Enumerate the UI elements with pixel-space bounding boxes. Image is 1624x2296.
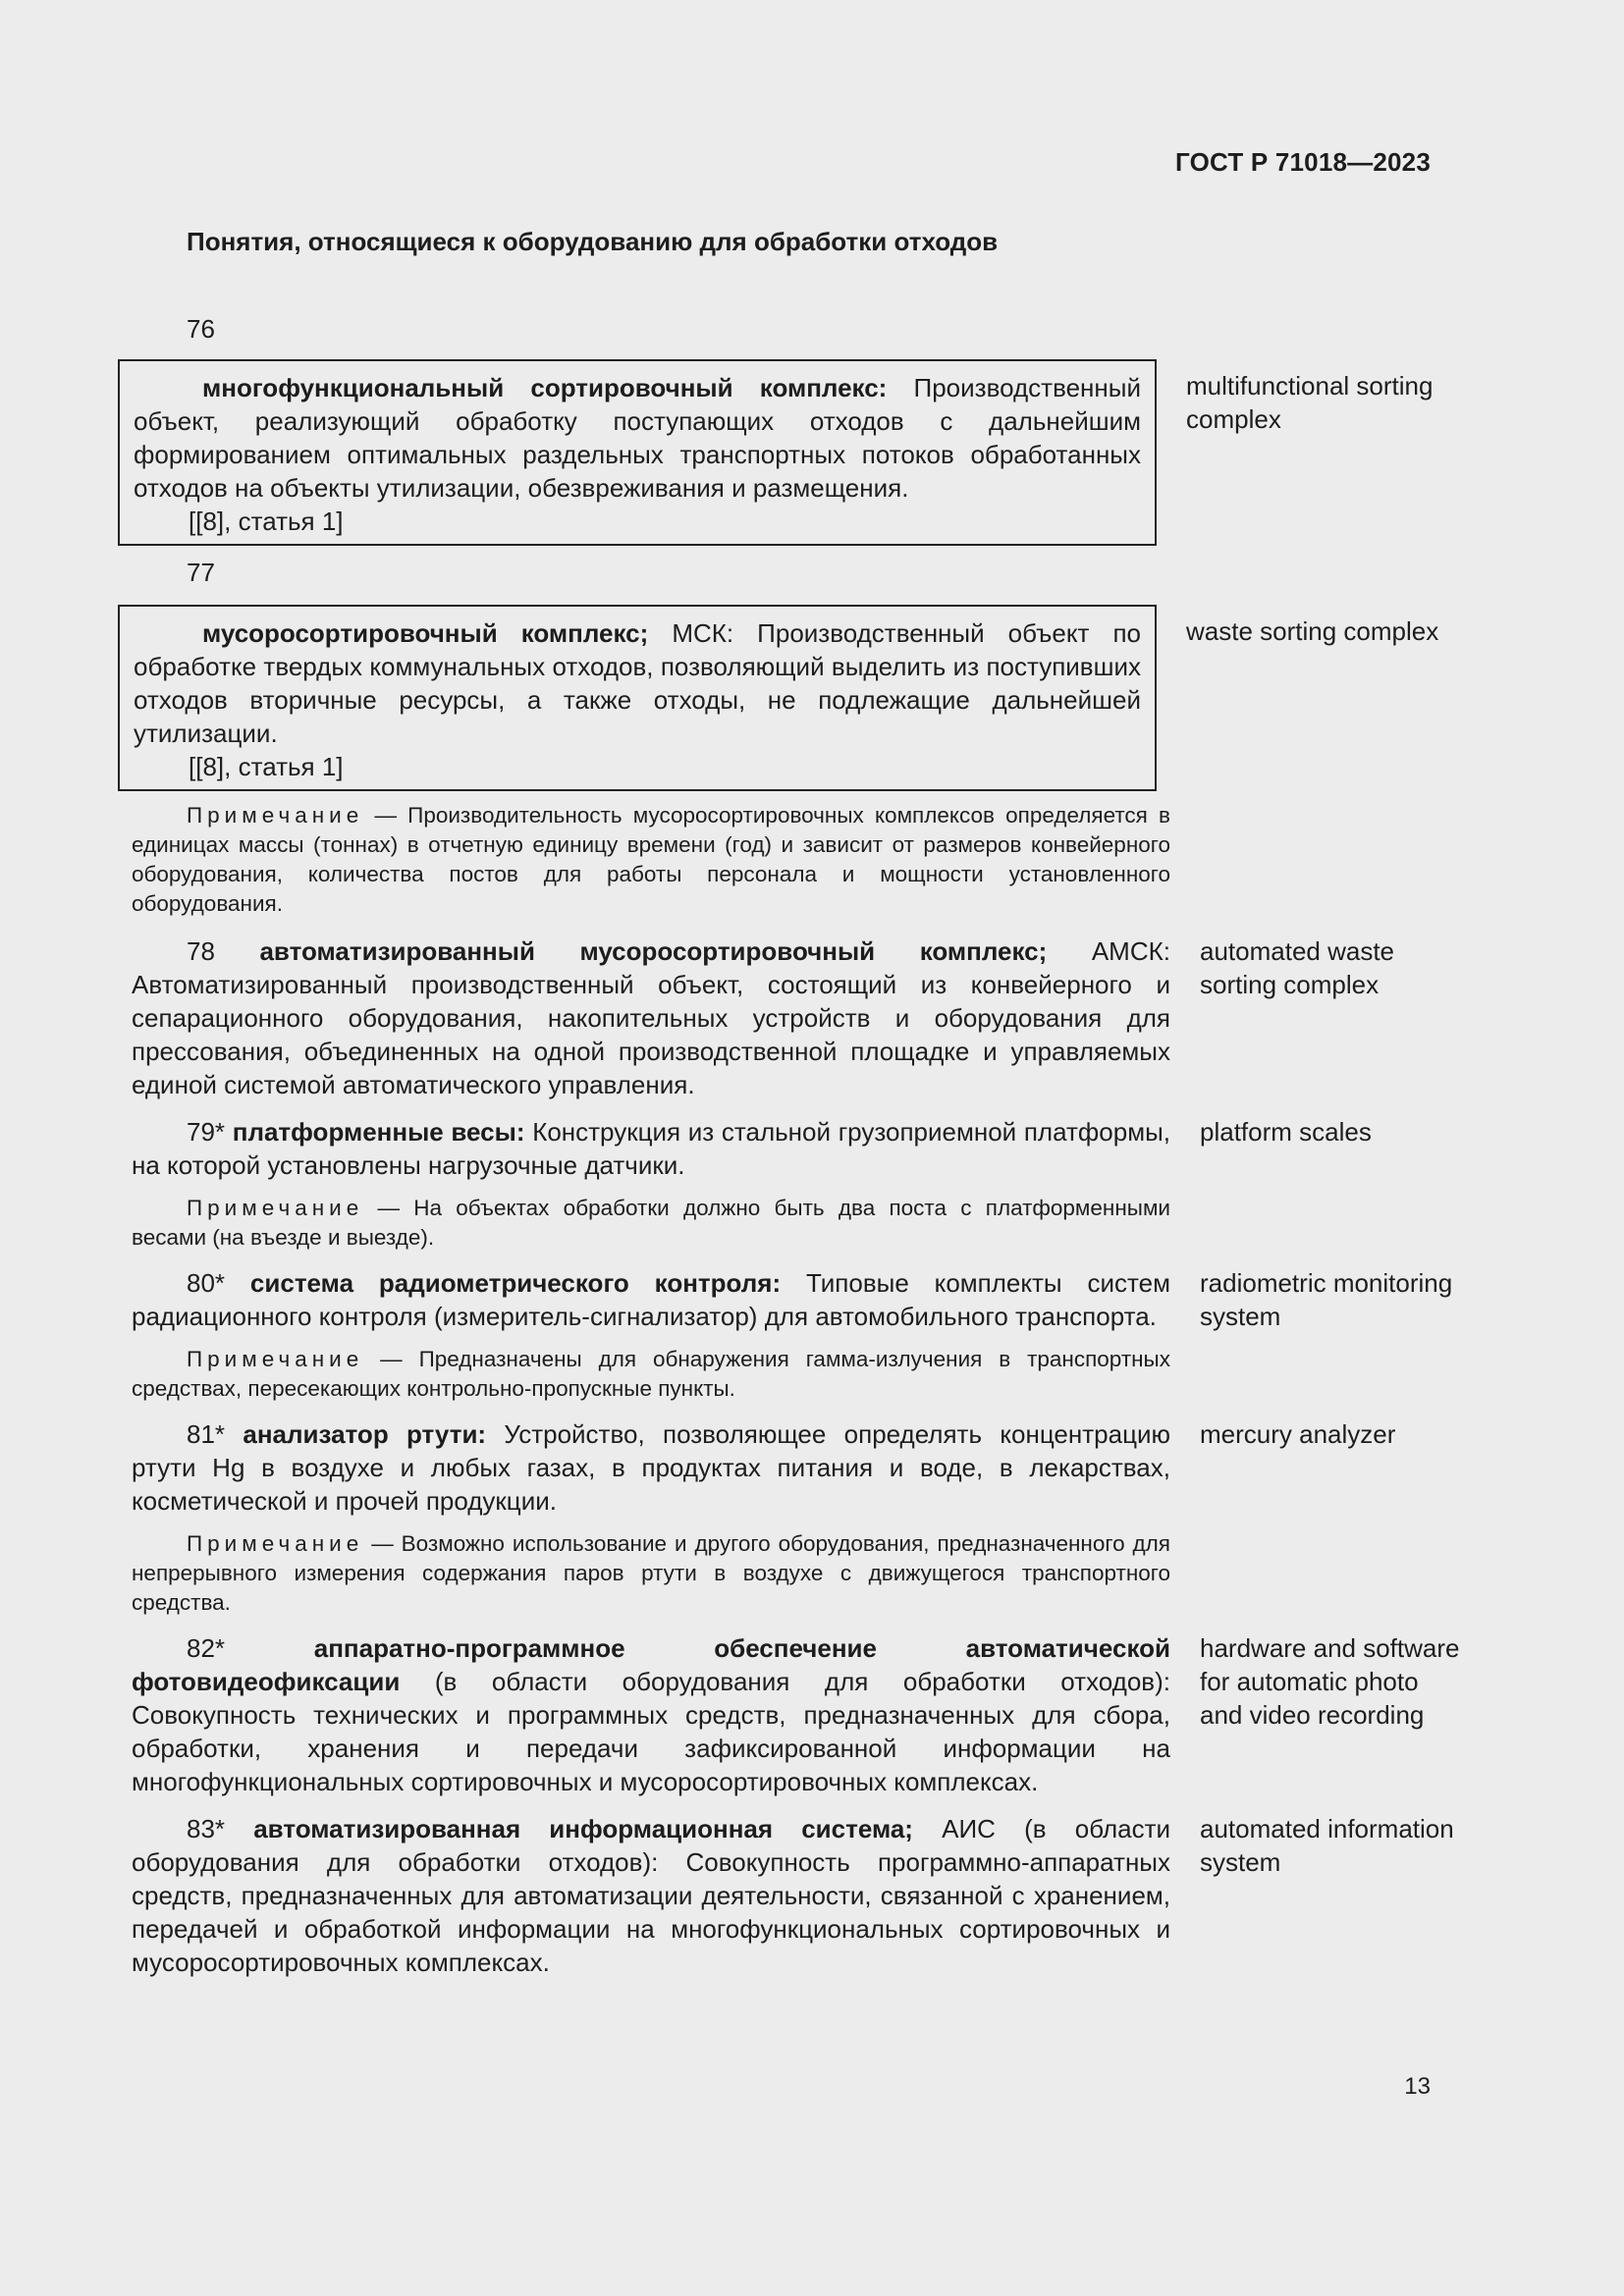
term-english: platform scales (1200, 1117, 1372, 1147)
term-source: [[8], статья 1] (189, 507, 344, 536)
term-body (118, 934, 1170, 1101)
definition-text: Производственный объект по обработке твердых коммунальных отходов, позволяющий выделить из поступивших отходов вторичные ресурсы, а также отходы, не подлежащие дальнейшей утилизации. (134, 618, 1141, 748)
term-number: 82* (187, 1633, 226, 1663)
term-entry-81 (118, 1417, 1434, 1518)
definition-text: Устройство, позволяющее определять концентрацию ртути Hg в воздухе и любых газах, в продуктах питания и воде, в лекарствах, косметической и прочей продукции. (132, 1419, 1170, 1516)
term-name: автоматизированный мусоросортировочный комплекс; (259, 936, 1048, 966)
section-title: Понятия, относящиеся к оборудованию для обработки отходов (187, 227, 999, 256)
definition-text: (в области оборудования для обработки отходов): Совокупность программно-аппаратных средств, предназначенных для автоматизации деятельности, связанной с хранением, передачей и обработкой информации на многофункциональных сортировочных и мусоросортировочных комплексах. (132, 1814, 1171, 1977)
term-definition (132, 1417, 1170, 1518)
term-number: 77 (187, 558, 215, 587)
term-box (118, 359, 1157, 546)
term-definition (132, 1115, 1170, 1182)
term-english: hardware and software for automatic photo and video recording (1200, 1633, 1460, 1730)
definition-text: Производственный объект, реализующий обработку поступающих отходов с дальнейшим формированием оптимальных раздельных транспортных потоков обработанных отходов на объекты утилизации, обезвреживания и размещения. (134, 373, 1141, 503)
term-name: платформенные весы: (232, 1117, 525, 1147)
definition-text: Конструкция из стальной грузоприемной платформы, на которой установлены нагрузочные датчики. (132, 1117, 1170, 1180)
term-box (118, 605, 1157, 791)
term-abbr: АМСК: (1091, 936, 1170, 966)
terms-list (118, 312, 1460, 1979)
term-body (118, 1631, 1170, 1798)
term-english: automated information system (1200, 1814, 1454, 1877)
term-note (118, 1345, 1170, 1404)
term-english: multifunctional sorting complex (1186, 371, 1434, 434)
term-definition (134, 371, 1141, 505)
term-body (118, 1115, 1170, 1182)
term-entry-83 (118, 1812, 1454, 1979)
term-english: waste sorting complex (1186, 616, 1439, 646)
note-label: Примечание (187, 1531, 364, 1556)
term-abbr: АИС (942, 1814, 996, 1843)
term-entry-77 (118, 605, 1439, 791)
term-definition (132, 1266, 1170, 1333)
term-english: automated waste sorting complex (1200, 936, 1395, 999)
term-note (118, 1529, 1170, 1618)
definition-text: (в области оборудования для обработки отходов): Совокупность технических и программных средств, предназначенных для сбора, обработки, хранения и передачи зафиксированной информации на многофункциональных сортировочных и мусоросортировочных комплексах. (132, 1667, 1170, 1796)
term-name: анализатор ртути: (243, 1419, 487, 1449)
note-text: — Предназначены для обнаружения гамма-излучения в транспортных средствах, пересекающих контрольно-пропускные пункты. (132, 1347, 1170, 1401)
note-label: Примечание (187, 803, 364, 828)
definition-text: Автоматизированный производственный объект, состоящий из конвейерного и сепарационного оборудования, накопительных устройств и оборудования для прессования, объединенных на одной производственной площадке и управляемых единой системой автоматического управления. (132, 970, 1170, 1099)
term-body (118, 1812, 1170, 1979)
term-english: mercury analyzer (1200, 1419, 1396, 1449)
term-number: 81* (187, 1419, 226, 1449)
term-name: система радиометрического контроля: (249, 1268, 782, 1298)
term-entry-80 (118, 1266, 1453, 1333)
note-text: — Производительность мусоросортировочных комплексов определяется в единицах массы (тоннах) в отчетную единицу времени (год) и зависит от размеров конвейерного оборудования, количества постов для работы персонала и мощности установленного оборудования. (132, 803, 1170, 916)
term-number: 79* (187, 1117, 226, 1147)
term-number: 83* (187, 1814, 226, 1843)
term-entry-79 (118, 1115, 1434, 1182)
term-definition (132, 1631, 1170, 1798)
term-entry-76 (118, 359, 1434, 546)
term-definition (134, 616, 1141, 750)
term-name: мусоросортировочный комплекс; (202, 618, 649, 648)
term-note (118, 1194, 1170, 1253)
term-name: аппаратно-программное обеспечение автоматической фотовидеофиксации (132, 1633, 1170, 1696)
term-definition (132, 934, 1170, 1101)
term-number: 80* (187, 1268, 226, 1298)
definition-text: Типовые комплекты систем радиационного контроля (измеритель-сигнализатор) для автомобильного транспорта. (132, 1268, 1170, 1331)
term-english: radiometric monitoring system (1200, 1268, 1453, 1331)
term-name: автоматизированная информационная система; (253, 1814, 913, 1843)
term-entry-78 (118, 934, 1434, 1101)
term-number: 76 (187, 314, 215, 344)
term-source: [[8], статья 1] (189, 752, 344, 781)
page-number: 13 (1404, 2073, 1431, 2100)
term-note (118, 801, 1170, 919)
term-name: многофункциональный сортировочный комплекс: (202, 373, 888, 402)
note-label: Примечание (187, 1347, 364, 1371)
term-abbr: МСК: (672, 618, 734, 648)
term-body (118, 1417, 1170, 1518)
note-label: Примечание (187, 1196, 364, 1220)
page-header-standard-code: ГОСТ Р 71018—2023 (1175, 147, 1431, 177)
term-entry-82 (118, 1631, 1460, 1798)
term-number: 78 (187, 936, 215, 966)
note-text: — Возможно использование и другого оборудования, предназначенного для непрерывного измерения содержания паров ртути в воздухе с движущегося транспортного средства. (132, 1531, 1170, 1615)
term-body (118, 1266, 1170, 1333)
note-text: — На объектах обработки должно быть два поста с платформенными весами (на въезде и выезде). (132, 1196, 1170, 1250)
term-definition (132, 1812, 1170, 1979)
